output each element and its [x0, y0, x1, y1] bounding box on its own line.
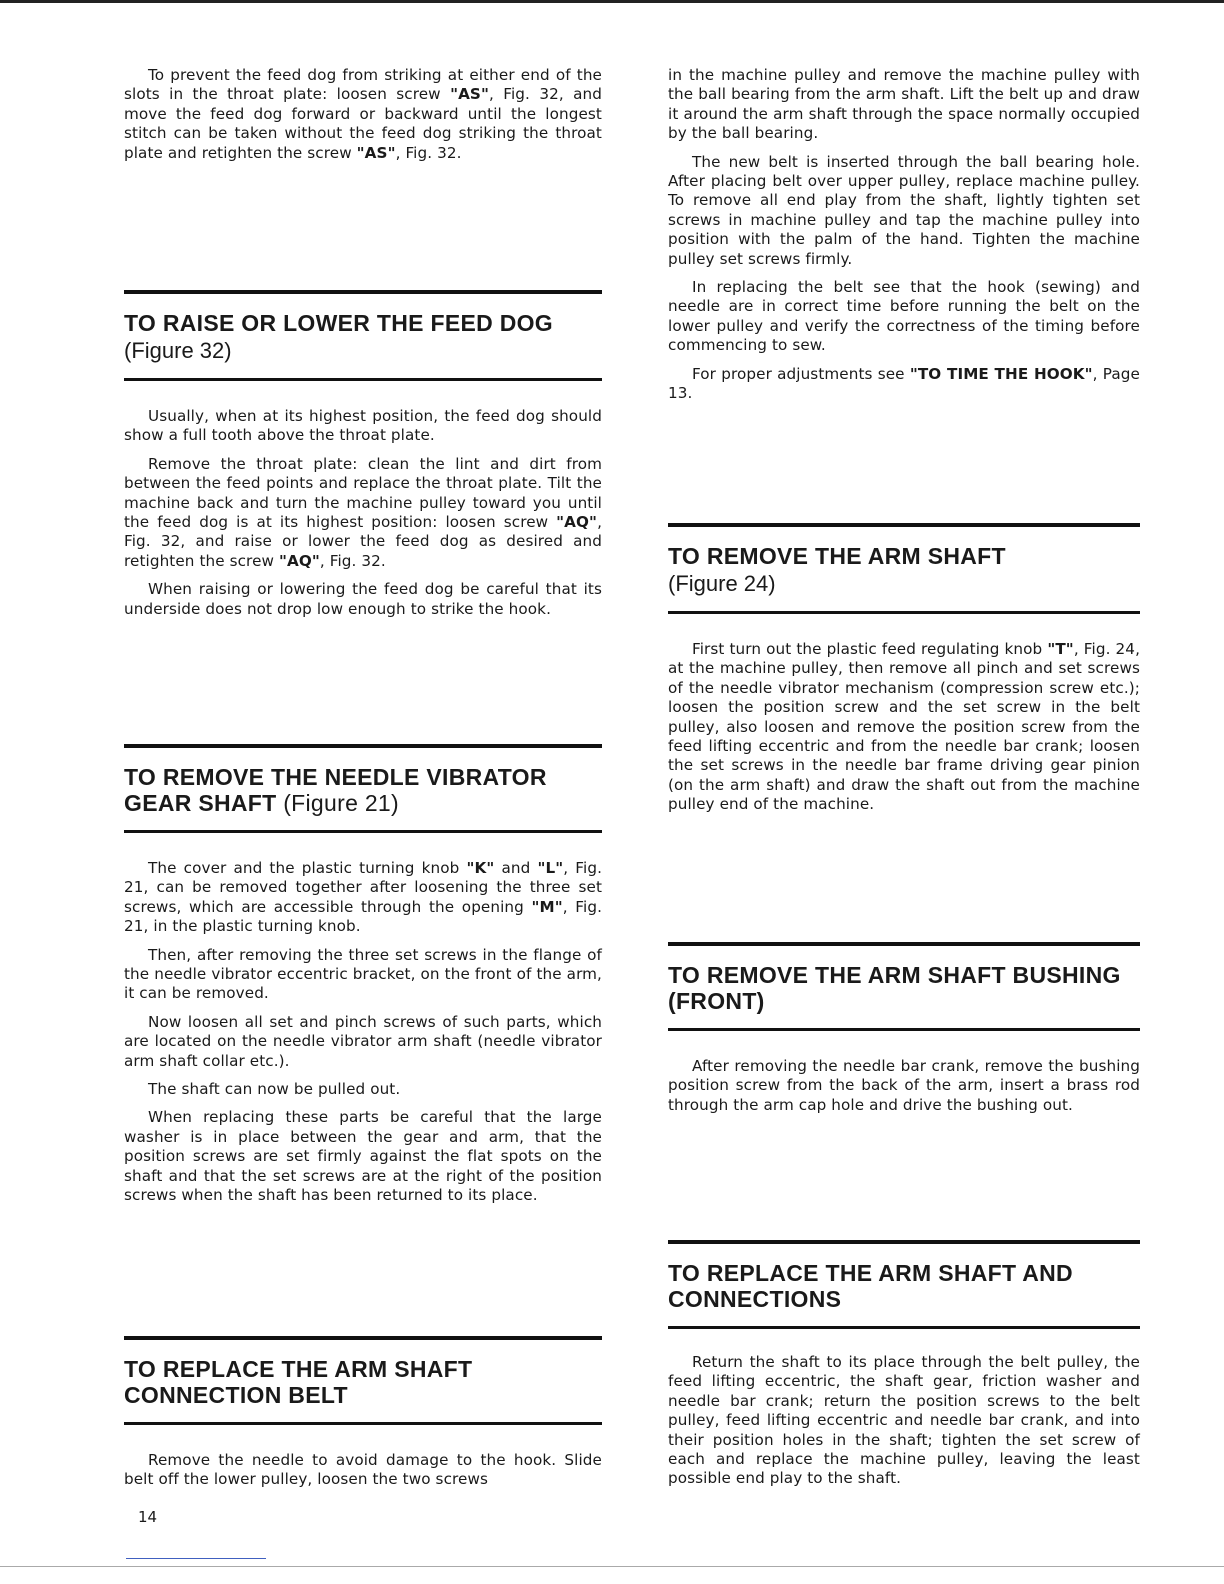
- paragraph: [124, 1013, 602, 1071]
- paragraph: [668, 640, 1140, 815]
- text-run: For proper adjustments see: [692, 364, 910, 383]
- paragraph: [124, 859, 602, 937]
- continued-text: [668, 66, 1140, 413]
- bottom-border: [0, 1566, 1224, 1567]
- paragraph: [668, 1353, 1140, 1489]
- figure-reference: (Figure 24): [668, 571, 776, 596]
- divider: [668, 611, 1140, 614]
- section-remove-needle-vibrator-gear-shaft: [124, 744, 602, 1215]
- divider: [124, 1336, 602, 1340]
- bold-reference: "T": [1047, 640, 1074, 658]
- section-replace-arm-shaft-connections: [668, 1240, 1140, 1498]
- section-body: [124, 1451, 602, 1490]
- heading-line: GEAR SHAFT: [124, 790, 277, 816]
- paragraph: [668, 153, 1140, 269]
- text-run: , Fig. 21, in the plastic turning knob.: [124, 897, 602, 936]
- text-run: The cover and the plastic turning knob: [148, 859, 467, 877]
- section-body: [668, 1353, 1140, 1489]
- bold-reference: "AQ": [556, 513, 598, 532]
- paragraph: [124, 1108, 602, 1205]
- section-heading: TO REMOVE THE ARM SHAFT: [668, 543, 1006, 569]
- divider: [124, 744, 602, 748]
- text-run: , Fig. 24, at the machine pulley, then remove all pinch and set screws of the needle vibrator mechanism (compression screw etc.); loosen the position screw and the set screw in the belt pulley, also loosen and remove the position screw from the feed lifting eccentric and from the needle bar crank; loosen the set screws in the needle bar frame driving gear pinion (on the arm shaft) and draw the shaft out from the machine pulley end of the machine.: [668, 640, 1140, 814]
- heading-line: TO REMOVE THE NEEDLE VIBRATOR: [124, 764, 547, 790]
- bold-reference: "TO TIME THE HOOK": [909, 364, 1093, 383]
- text-run: Usually, when at its highest position, the feed dog should show a full tooth above the throat plate.: [124, 407, 602, 445]
- text-run: , Fig. 21, can be removed together after loosening the three set screws, which are accessible through the opening: [124, 859, 602, 916]
- heading-line: CONNECTIONS: [668, 1286, 842, 1312]
- text-run: The shaft can now be pulled out.: [148, 1080, 401, 1099]
- text-run: , Fig. 32, and raise or lower the feed dog as desired and retighten the screw: [124, 513, 602, 570]
- text-run: , Fig. 32.: [395, 143, 462, 162]
- paragraph: [124, 1451, 602, 1490]
- divider: [124, 378, 602, 381]
- paragraph: [124, 1080, 602, 1099]
- text-run: and: [494, 859, 538, 877]
- divider: [124, 290, 602, 294]
- heading-line: TO REMOVE THE ARM SHAFT BUSHING: [668, 962, 1121, 988]
- text-run: , Fig. 32.: [319, 551, 386, 570]
- section-heading: [124, 1356, 602, 1408]
- paragraph: [668, 66, 1140, 144]
- paragraph: [668, 1057, 1140, 1115]
- section-body: [124, 859, 602, 1206]
- text-run: Remove the needle to avoid damage to the hook. Slide belt off the lower pulley, loosen the two screws: [124, 1451, 602, 1489]
- bold-reference: "AQ": [278, 551, 320, 570]
- divider: [124, 830, 602, 833]
- heading-line: TO REPLACE THE ARM SHAFT: [124, 1356, 473, 1382]
- text-run: Now loosen all set and pinch screws of such parts, which are located on the needle vibrator arm shaft (needle vibrator arm shaft collar etc.).: [124, 1012, 602, 1070]
- divider: [668, 1326, 1140, 1329]
- text-run: To prevent the feed dog from striking at either end of the slots in the throat plate: loosen screw: [124, 66, 602, 104]
- heading-line: CONNECTION BELT: [124, 1382, 348, 1408]
- top-border: [0, 0, 1224, 3]
- text-run: After removing the needle bar crank, remove the bushing position screw from the back of the arm, insert a brass rod through the arm cap hole and drive the bushing out.: [668, 1057, 1140, 1114]
- bold-reference: "AS": [356, 143, 396, 162]
- section-heading: [668, 1260, 1140, 1312]
- paragraph: [668, 278, 1140, 356]
- text-run: Then, after removing the three set screws in the flange of the needle vibrator eccentric bracket, on the front of the arm, it can be removed.: [124, 945, 602, 1003]
- divider: [668, 1028, 1140, 1031]
- text-run: When raising or lowering the feed dog be careful that its underside does not drop low enough to strike the hook.: [124, 580, 602, 618]
- paragraph: [668, 365, 1140, 404]
- section-body: [668, 640, 1140, 815]
- text-run: In replacing the belt see that the hook (sewing) and needle are in correct time before running the belt on the lower pulley and verify the correctness of the timing before commencing to sew.: [668, 278, 1140, 355]
- section-body: [124, 407, 602, 619]
- divider: [124, 1422, 602, 1425]
- page-number: 14: [138, 1508, 158, 1526]
- section-heading: TO RAISE OR LOWER THE FEED DOG: [124, 310, 553, 336]
- bold-reference: "AS": [450, 85, 489, 104]
- paragraph: [124, 455, 602, 571]
- section-replace-arm-shaft-connection-belt: [124, 1336, 602, 1499]
- paragraph: [124, 580, 602, 619]
- text-run: When replacing these parts be careful that the large washer is in place between the gear and arm, that the position screws are set firmly against the flat spots on the shaft and that the set screws are at the right of the position screws when the shaft has been returned to its place.: [124, 1108, 602, 1205]
- bold-reference: "M": [531, 897, 563, 916]
- text-run: Return the shaft to its place through the belt pulley, the feed lifting eccentric, the shaft gear, friction washer and needle bar crank; return the position screws to the belt pulley, feed lifting eccentric and needle bar crank, and into their position holes in the shaft; tighten the set screw of each and replace the machine pulley, leaving the least possible end play to the shaft.: [668, 1353, 1140, 1488]
- text-run: Remove the throat plate: clean the lint and dirt from between the feed points and replace the throat plate. Tilt the machine back and turn the machine pulley toward you until the feed dog is at its highest position: loosen screw: [124, 454, 602, 532]
- bold-reference: "K": [466, 859, 495, 877]
- figure-reference: (Figure 32): [124, 338, 232, 363]
- text-run: in the machine pulley and remove the machine pulley with the ball bearing from the arm shaft. Lift the belt up and draw it around the arm shaft through the space normally occupied by the ball bearing.: [668, 66, 1140, 143]
- section-body: [668, 1057, 1140, 1115]
- text-run: First turn out the plastic feed regulating knob: [692, 640, 1048, 658]
- bold-reference: "L": [537, 859, 564, 877]
- text-run: The new belt is inserted through the ball bearing hole. After placing belt over upper pulley, replace machine pulley. To remove all end play from the shaft, lightly tighten set screws in machine pulley and tap the machine pulley into position with the palm of the hand. Tighten the machine pulley set screws firmly.: [668, 152, 1140, 268]
- divider: [668, 523, 1140, 527]
- paragraph: [124, 946, 602, 1004]
- text-run: , Fig. 32, and move the feed dog forward or backward until the longest stitch can be taken without the feed dog striking the throat plate and retighten the screw: [124, 85, 602, 162]
- figure-reference: (Figure 21): [283, 790, 399, 816]
- divider: [668, 942, 1140, 946]
- heading-line: (FRONT): [668, 988, 765, 1014]
- section-heading: [668, 962, 1140, 1014]
- divider: [668, 1240, 1140, 1244]
- section-remove-arm-shaft-bushing: [668, 942, 1140, 1124]
- text-run: , Page 13.: [668, 364, 1140, 403]
- section-remove-arm-shaft: [668, 523, 1140, 824]
- section-raise-lower-feed-dog: [124, 290, 602, 628]
- footer-line: [126, 1558, 266, 1559]
- paragraph: [124, 407, 602, 446]
- heading-line: TO REPLACE THE ARM SHAFT AND: [668, 1260, 1073, 1286]
- intro-text: [124, 66, 602, 172]
- paragraph: [124, 66, 602, 163]
- section-heading: [124, 764, 602, 816]
